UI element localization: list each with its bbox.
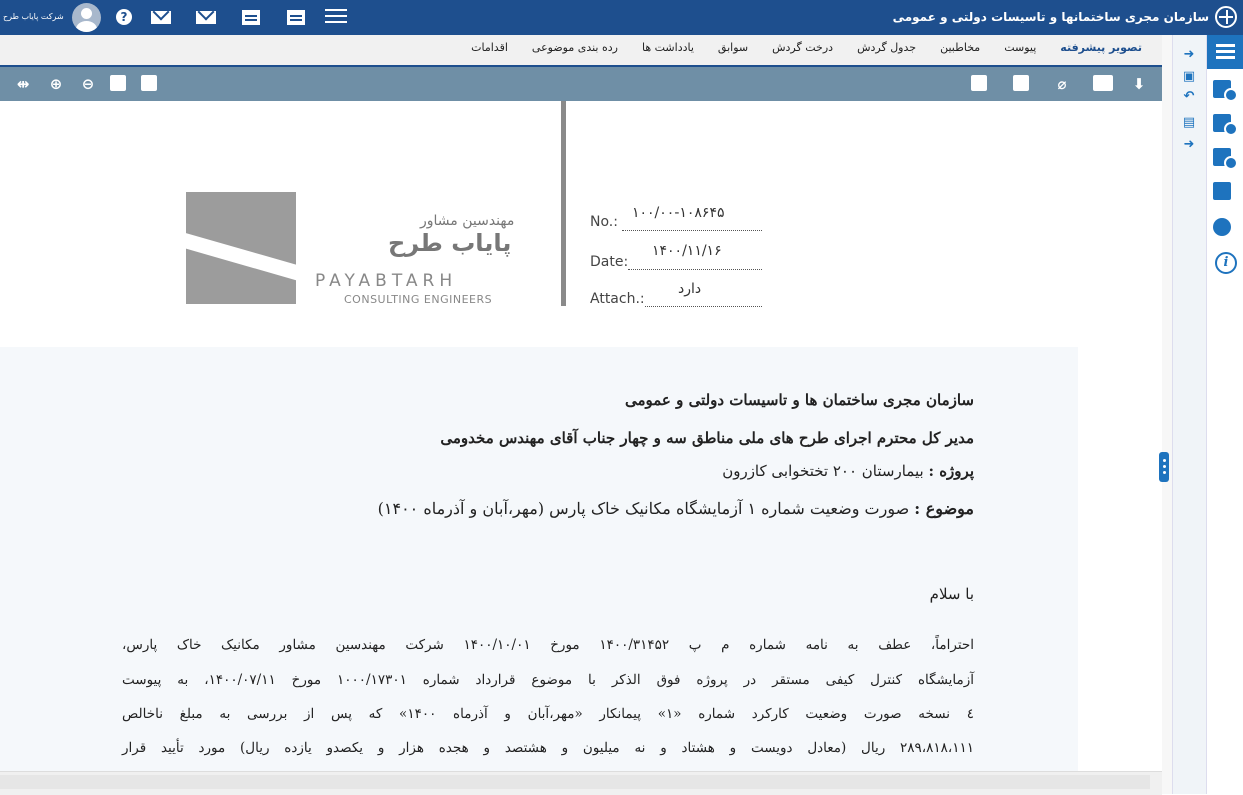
tab-attachment[interactable]: پیوست: [1004, 41, 1037, 54]
tab-flow-tree[interactable]: درخت گردش: [772, 41, 834, 54]
document-list-icon[interactable]: [287, 10, 305, 25]
project-line: [722, 462, 974, 480]
new-letter-icon[interactable]: [1213, 77, 1238, 102]
compose-document-icon[interactable]: [242, 10, 260, 25]
date-dots: [628, 269, 762, 270]
attachment-label: Attach.:: [590, 291, 645, 307]
horizontal-scrollbar[interactable]: [0, 771, 1162, 795]
date-label: Date:: [590, 254, 629, 270]
quick-actions-column: [1172, 35, 1207, 794]
body-line: احتراماً، عطف به نامه شماره م پ ۱۴۰۰/۳۱۴۵۲ مورخ ۱۴۰۰/۱۰/۰۱ شرکت مهندسین مشاور مکانیک خاک پارس،: [122, 637, 975, 653]
number-label: No.:: [590, 214, 618, 230]
rotate-right-icon[interactable]: [141, 75, 157, 91]
letter-body: [0, 347, 1078, 771]
attachment-icon[interactable]: ⌀: [1057, 75, 1067, 93]
subject-line: [378, 499, 974, 518]
body-line: ۲۸۹،۸۱۸،۱۱۱ ریال (معادل دویست و هشتاد و نه میلیون و هشتصد و هجده هزار و یکصدو یازده ریال) مورد تأیید قرار: [122, 740, 974, 756]
subject-label: موضوع :: [914, 499, 974, 518]
search-letter-icon[interactable]: [1213, 111, 1238, 136]
tab-advanced-image[interactable]: تصویر پیشرفته: [1048, 35, 1154, 68]
list-menu-icon[interactable]: [325, 7, 347, 27]
document-list-side-icon[interactable]: [1213, 179, 1238, 204]
recipient-line-2: مدیر کل محترم اجرای طرح های ملی مناطق سه و چهار جناب آقای مهندس مخدومی: [440, 429, 974, 447]
forward-document-icon[interactable]: ▤: [1182, 115, 1196, 130]
tab-recipients[interactable]: مخاطبین: [940, 41, 981, 54]
edit-letter-icon[interactable]: [1213, 145, 1238, 170]
tab-notes[interactable]: یادداشت ها: [641, 41, 694, 54]
user-avatar[interactable]: [72, 3, 101, 32]
project-value: بیمارستان ۲۰۰ تختخوابی کازرون: [722, 462, 924, 480]
logo-english-subtitle: CONSULTING ENGINEERS: [344, 293, 493, 306]
rotate-left-icon[interactable]: [110, 75, 126, 91]
tab-subject-classification[interactable]: رده بندی موضوعی: [531, 41, 618, 54]
zoom-in-icon[interactable]: ⊕: [49, 75, 63, 93]
alarm-clock-icon[interactable]: [1213, 215, 1238, 240]
send-arrow-icon[interactable]: ➜: [1183, 47, 1195, 62]
download-icon[interactable]: ⬇: [1132, 75, 1146, 93]
info-icon[interactable]: i: [1215, 252, 1237, 274]
organization-title: سازمان مجری ساختمانها و تاسیسات دولتی و عمومی: [892, 10, 1209, 24]
document-viewer[interactable]: [0, 101, 1162, 771]
hamburger-menu-icon[interactable]: [1207, 35, 1243, 69]
organization-logo-icon: [1215, 6, 1237, 28]
body-line: ٤ نسخه صورت وضعیت کارکرد شماره «۱» پیمانکار «مهر،آبان و آذرماه ۱۴۰۰» که پس از بررسی به مبلغ ناخالص: [122, 706, 974, 722]
mail-icon[interactable]: [196, 11, 216, 24]
number-dots: [622, 230, 762, 231]
tab-actions[interactable]: اقدامات: [471, 41, 508, 54]
tab-bar: [0, 35, 1162, 67]
attachment-dots: [645, 306, 762, 307]
panel-resize-handle[interactable]: [1159, 452, 1169, 482]
attachment-value: دارد: [678, 281, 702, 297]
inbox-mail-icon[interactable]: [151, 11, 171, 24]
recipient-line-1: سازمان مجری ساختمان ها و تاسیسات دولتی و عمومی: [624, 391, 974, 409]
copy-icon[interactable]: [1013, 75, 1029, 91]
refer-arrow-icon[interactable]: ➜: [1183, 137, 1195, 152]
logo-persian-subtitle: مهندسین مشاور: [420, 213, 515, 229]
print-icon[interactable]: [1093, 75, 1113, 91]
edit-document-icon[interactable]: [971, 75, 987, 91]
reply-icon[interactable]: ↶: [1183, 89, 1195, 104]
fit-width-icon[interactable]: ⇹: [16, 75, 30, 93]
project-label: پروژه :: [928, 462, 974, 480]
viewer-toolbar: [0, 67, 1162, 101]
letter-edit-icon[interactable]: ▣: [1182, 69, 1196, 84]
letter-number: ۱۰۰/۰۰-۱۰۸۶۴۵: [632, 205, 725, 221]
side-navigation: [1206, 35, 1243, 794]
company-logo-mark: [186, 192, 296, 304]
logo-english-name: PAYABTARH: [315, 271, 458, 291]
user-name[interactable]: شرکت پایاب طرح: [3, 12, 64, 21]
tab-history[interactable]: سوابق: [717, 41, 749, 54]
letter-date: ۱۴۰۰/۱۱/۱۶: [652, 243, 722, 259]
subject-value: صورت وضعیت شماره ۱ آزمایشگاه مکانیک خاک پارس (مهر،آبان و آذرماه ۱۴۰۰): [377, 499, 910, 518]
header-divider: [561, 101, 566, 306]
top-header: [0, 0, 1243, 35]
greeting: با سلام: [929, 585, 974, 603]
help-icon[interactable]: ?: [116, 9, 132, 25]
logo-persian-name: پایاب طرح: [388, 229, 512, 257]
zoom-out-icon[interactable]: ⊖: [81, 75, 95, 93]
body-line: آزمایشگاه کنترل کیفی مستقر در پروژه فوق الذکر با موضوع قرارداد شماره ۱۰۰۰/۱۷۳۰۱ مورخ ۱۴۰۰/۰۷/۱۱، به پیوست: [122, 672, 974, 688]
tab-flow-table[interactable]: جدول گردش: [857, 41, 917, 54]
